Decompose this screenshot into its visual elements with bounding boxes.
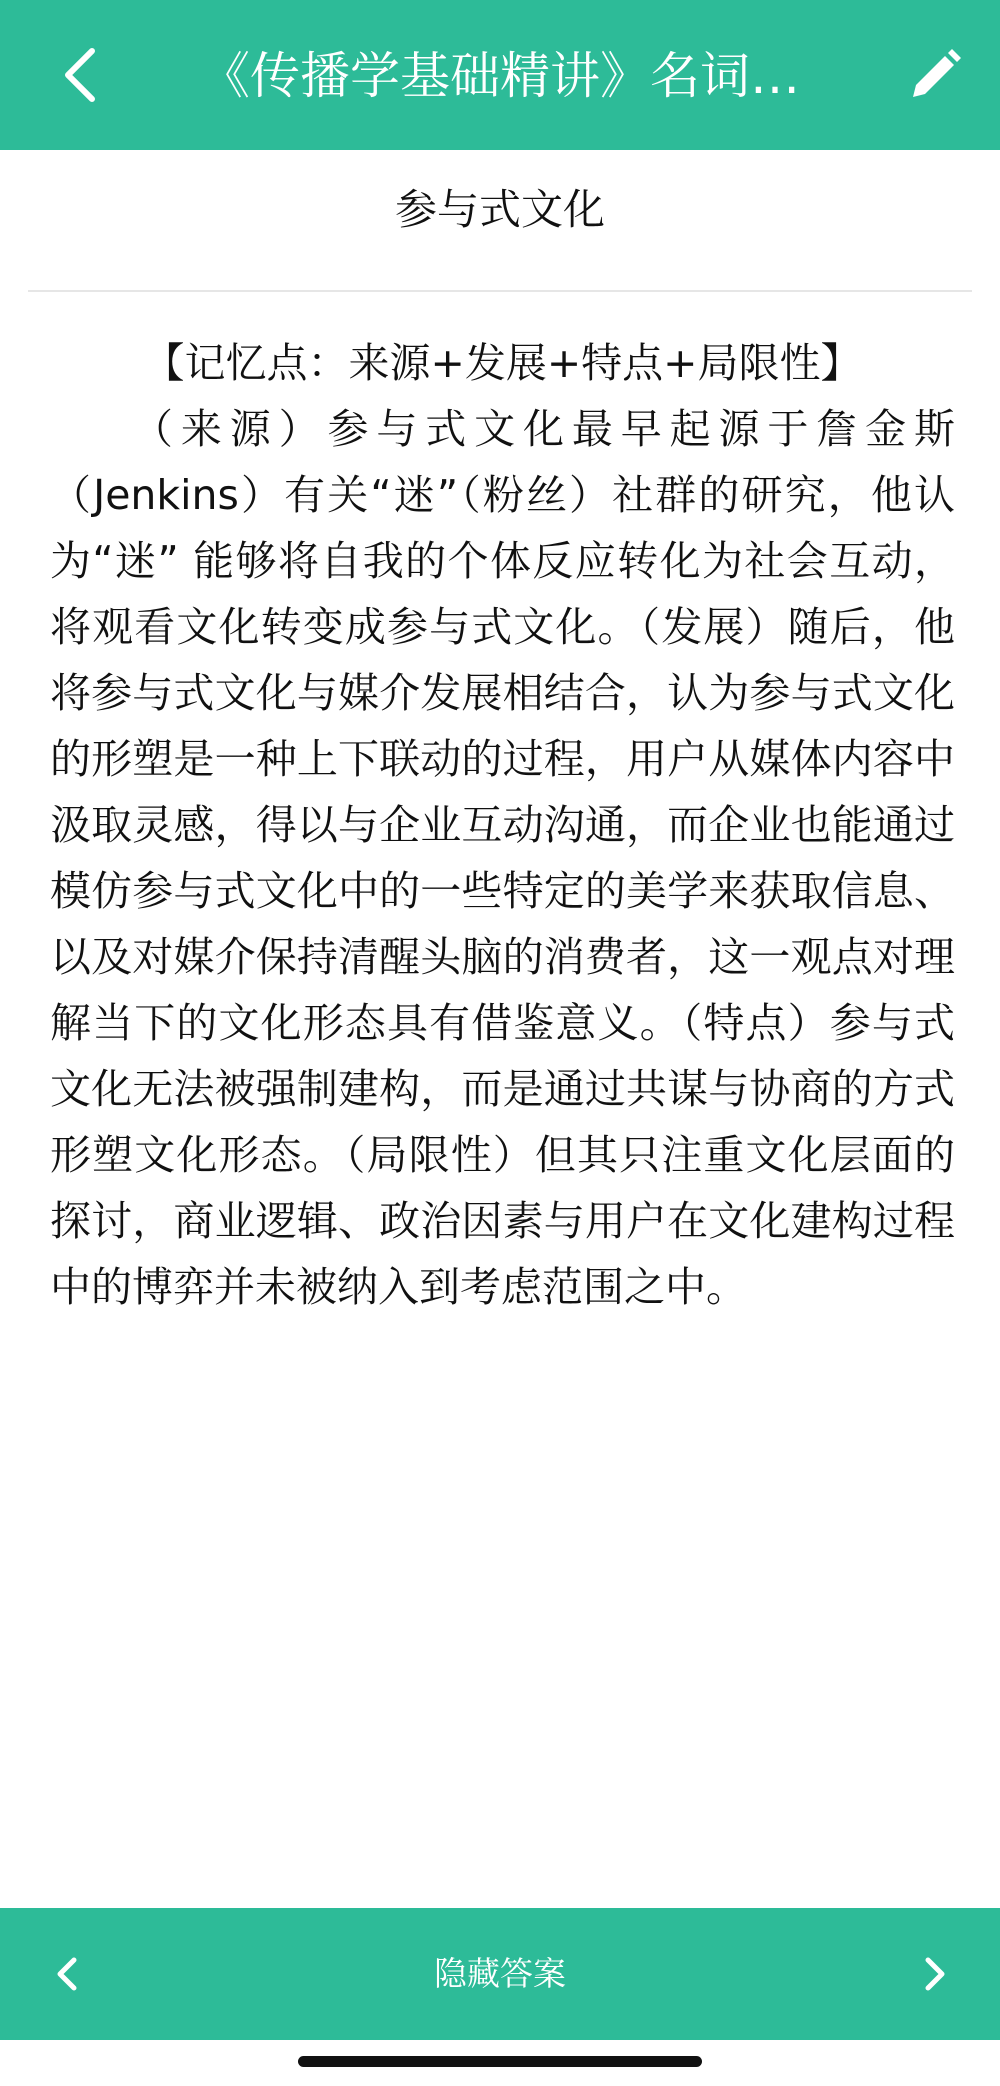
home-indicator[interactable] <box>298 2056 702 2067</box>
edit-button[interactable] <box>900 40 970 110</box>
answer-body-text: （来源）参与式文化最早起源于詹金斯（Jenkins）有关“迷”（粉丝）社群的研究，他认为“迷” 能够将自我的个体反应转化为社会互动，将观看文化转变成参与式文化。（发展）随后，他将参与式文化与媒介发展相结合，认为参与式文化的形塑是一种上下联动的过程，用户从媒体内容中汲取灵感，得以与企业互动沟通，而企业也能通过模仿参与式文化中的一些特定的美学来获取信息、以及对媒介保持清醒头脑的消费者，这一观点对理解当下的文化形态具有借鉴意义。（特点）参与式文化无法被强制建构，而是通过共谋与协商的方式形塑文化形态。（局限性）但其只注重文化层面的探讨，商业逻辑、政治因素与用户在文化建构过程中的博弈并未被纳入到考虑范围之中。 <box>50 405 955 1311</box>
pencil-icon <box>907 47 963 103</box>
next-button[interactable] <box>906 1944 966 2004</box>
top-nav-bar <box>0 0 1000 150</box>
page-title: 《传播学基础精讲》名词… <box>200 47 800 105</box>
divider <box>28 290 972 292</box>
back-button[interactable] <box>50 40 110 110</box>
memory-points-line: 【记忆点：来源+发展+特点+局限性】 <box>143 339 862 387</box>
hide-answer-button[interactable]: 隐藏答案 <box>434 1954 566 1993</box>
term-title: 参与式文化 <box>394 185 605 234</box>
previous-button[interactable] <box>36 1944 96 2004</box>
bottom-bar <box>0 1908 1000 2040</box>
chevron-left-icon <box>60 45 100 105</box>
answer-content <box>50 330 955 1320</box>
chevron-left-icon <box>52 1954 80 1994</box>
chevron-right-icon <box>922 1954 950 1994</box>
